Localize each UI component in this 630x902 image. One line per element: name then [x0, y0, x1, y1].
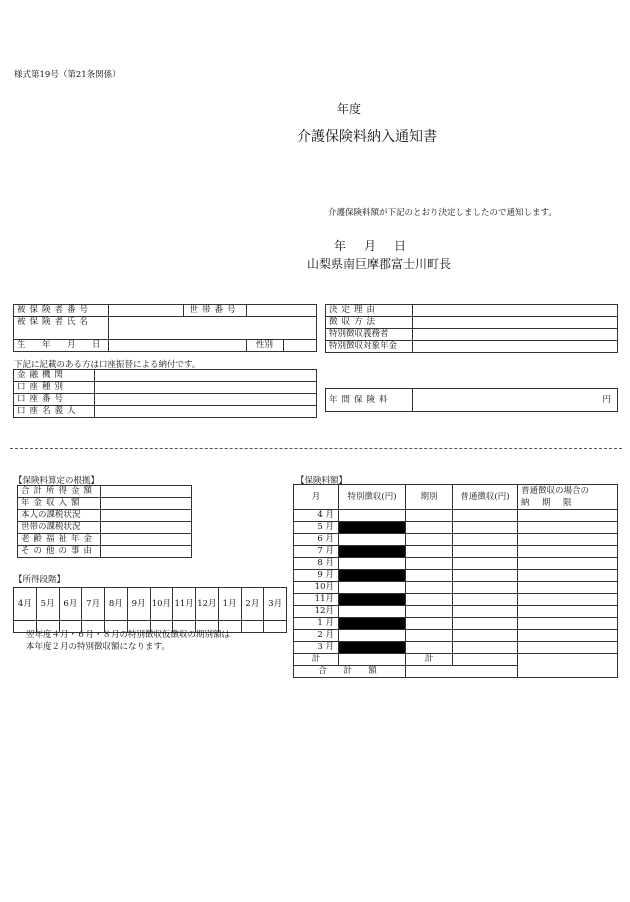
period-cell — [406, 582, 453, 594]
household-no-label: 世帯番号 — [183, 305, 246, 317]
normal-cell — [453, 510, 518, 522]
total-value — [406, 666, 518, 678]
annual-premium-label: 年間保険料 — [326, 389, 413, 412]
period-cell — [406, 546, 453, 558]
special-cell-blacked — [339, 642, 406, 654]
normal-cell — [453, 558, 518, 570]
method-label: 徴収方法 — [326, 317, 413, 329]
period-cell — [406, 606, 453, 618]
income-month: 5月 — [36, 588, 59, 621]
special-obligor-value — [413, 329, 618, 341]
basis-heading: 【保険料算定の根拠】 — [14, 476, 100, 486]
premium-heading: 【保険料額】 — [296, 476, 348, 486]
deadline-cell — [518, 522, 618, 534]
col-period: 期別 — [406, 485, 453, 510]
year-label: 年度 — [337, 102, 362, 116]
gender-value — [283, 340, 316, 352]
deadline-cell — [518, 642, 618, 654]
reason-label: 決定理由 — [326, 305, 413, 317]
special-cell — [339, 606, 406, 618]
basis-value — [101, 522, 192, 534]
col-deadline-line2: 納 期 限 — [521, 498, 574, 508]
normal-cell — [453, 594, 518, 606]
page-title: 介護保険料納入通知書 — [297, 129, 437, 145]
basis-table — [17, 485, 192, 558]
col-normal: 普通徴収(円) — [453, 485, 518, 510]
basis-value — [101, 486, 192, 498]
income-month: 8月 — [105, 588, 128, 621]
basis-row: その他の事由 — [18, 546, 101, 558]
deadline-empty — [518, 654, 618, 678]
deadline-cell — [518, 606, 618, 618]
basis-value — [101, 498, 192, 510]
total-label: 合 計 額 — [294, 666, 406, 678]
deadline-cell — [518, 546, 618, 558]
normal-cell — [453, 606, 518, 618]
period-cell — [406, 594, 453, 606]
special-pension-label: 特別徴収対象年金 — [326, 341, 413, 353]
cut-line — [10, 448, 622, 449]
account-transfer-note: 下記に記載のある方は口座振替による納付です。 — [14, 360, 201, 370]
income-month: 4月 — [14, 588, 37, 621]
annual-premium-table — [325, 388, 618, 412]
deadline-cell — [518, 582, 618, 594]
premium-month: 4 月 — [294, 510, 339, 522]
subtotal-special — [339, 654, 406, 666]
period-subtotal-label: 計 — [406, 654, 453, 666]
deadline-cell — [518, 630, 618, 642]
special-cell — [339, 558, 406, 570]
account-no-label: 口座番号 — [14, 394, 95, 406]
special-cell-blacked — [339, 594, 406, 606]
period-cell — [406, 522, 453, 534]
income-month: 6月 — [59, 588, 82, 621]
income-month: 10月 — [150, 588, 173, 621]
basis-row: 本人の課税状況 — [18, 510, 101, 522]
premium-month: 7 月 — [294, 546, 339, 558]
reason-value — [413, 305, 618, 317]
premium-month: 1 月 — [294, 618, 339, 630]
basis-value — [101, 534, 192, 546]
period-cell — [406, 642, 453, 654]
special-cell — [339, 582, 406, 594]
period-cell — [406, 558, 453, 570]
period-cell — [406, 630, 453, 642]
insured-no-value — [108, 305, 183, 317]
premium-month: 3 月 — [294, 642, 339, 654]
normal-cell — [453, 642, 518, 654]
normal-cell — [453, 522, 518, 534]
col-deadline — [518, 485, 618, 510]
gender-label: 性別 — [246, 340, 283, 352]
income-heading: 【所得段階】 — [14, 575, 66, 585]
account-no-value — [95, 394, 317, 406]
notice-text: 介護保険料額が下記のとおり決定しましたので通知します。 — [328, 208, 557, 218]
deadline-cell — [518, 510, 618, 522]
basis-row: 年金収入額 — [18, 498, 101, 510]
deadline-cell — [518, 570, 618, 582]
basis-row: 合計所得金額 — [18, 486, 101, 498]
bank-table — [13, 369, 317, 418]
normal-cell — [453, 534, 518, 546]
income-value — [264, 621, 287, 633]
premium-month: 8 月 — [294, 558, 339, 570]
income-month: 1月 — [218, 588, 241, 621]
deadline-cell — [518, 594, 618, 606]
deadline-cell — [518, 618, 618, 630]
birth-date-label: 生 年 月 日 — [14, 340, 109, 352]
income-month: 2月 — [241, 588, 264, 621]
account-type-label: 口座種別 — [14, 382, 95, 394]
insured-name-label: 被保険者氏名 — [14, 317, 109, 340]
period-cell — [406, 510, 453, 522]
account-holder-value — [95, 406, 317, 418]
normal-cell — [453, 582, 518, 594]
normal-cell — [453, 618, 518, 630]
insured-table — [13, 304, 317, 352]
period-cell — [406, 534, 453, 546]
subtotal-label: 計 — [294, 654, 339, 666]
institution-label: 金融機関 — [14, 370, 95, 382]
normal-cell — [453, 570, 518, 582]
household-no-value — [246, 305, 316, 317]
basis-row: 世帯の課税状況 — [18, 522, 101, 534]
account-type-value — [95, 382, 317, 394]
annual-premium-unit: 円 — [413, 389, 618, 412]
premium-month: 9 月 — [294, 570, 339, 582]
premium-table — [293, 484, 618, 678]
col-deadline-line1: 普通徴収の場合の — [521, 486, 590, 496]
form-number: 様式第19号（第21条関係） — [14, 70, 121, 80]
income-note-2: 本年度２月の特別徴収額になります。 — [26, 642, 170, 652]
special-cell — [339, 630, 406, 642]
special-cell-blacked — [339, 618, 406, 630]
premium-month: 10月 — [294, 582, 339, 594]
normal-cell — [453, 546, 518, 558]
issue-date: 年 月 日 — [334, 239, 410, 253]
income-month: 7月 — [82, 588, 105, 621]
insured-name-value — [108, 317, 316, 340]
premium-month: 5 月 — [294, 522, 339, 534]
income-month: 11月 — [173, 588, 196, 621]
insured-no-label: 被保険者番号 — [14, 305, 109, 317]
special-pension-value — [413, 341, 618, 353]
special-cell-blacked — [339, 570, 406, 582]
premium-month: 6 月 — [294, 534, 339, 546]
income-note-1: 翌年度４月・６月・８月の特別徴収仮徴収の期別額は — [26, 630, 231, 640]
special-cell-blacked — [339, 546, 406, 558]
col-special: 特別徴収(円) — [339, 485, 406, 510]
premium-month: 11月 — [294, 594, 339, 606]
account-holder-label: 口座名義人 — [14, 406, 95, 418]
basis-value — [101, 510, 192, 522]
income-value — [241, 621, 264, 633]
deadline-cell — [518, 534, 618, 546]
period-cell — [406, 570, 453, 582]
period-cell — [406, 618, 453, 630]
normal-cell — [453, 630, 518, 642]
col-month: 月 — [294, 485, 339, 510]
income-month: 3月 — [264, 588, 287, 621]
income-month: 9月 — [127, 588, 150, 621]
income-stage-table — [13, 587, 287, 633]
issuer-name: 山梨県南巨摩郡富士川町長 — [307, 257, 452, 271]
income-month: 12月 — [196, 588, 219, 621]
institution-value — [95, 370, 317, 382]
special-cell — [339, 534, 406, 546]
special-obligor-label: 特別徴収義務者 — [326, 329, 413, 341]
deadline-cell — [518, 558, 618, 570]
method-value — [413, 317, 618, 329]
premium-month: 2 月 — [294, 630, 339, 642]
special-cell-blacked — [339, 522, 406, 534]
premium-month: 12月 — [294, 606, 339, 618]
subtotal-normal — [453, 654, 518, 666]
decision-table — [325, 304, 618, 353]
basis-row: 老齢福祉年金 — [18, 534, 101, 546]
special-cell — [339, 510, 406, 522]
basis-value — [101, 546, 192, 558]
birth-date-value — [108, 340, 246, 352]
